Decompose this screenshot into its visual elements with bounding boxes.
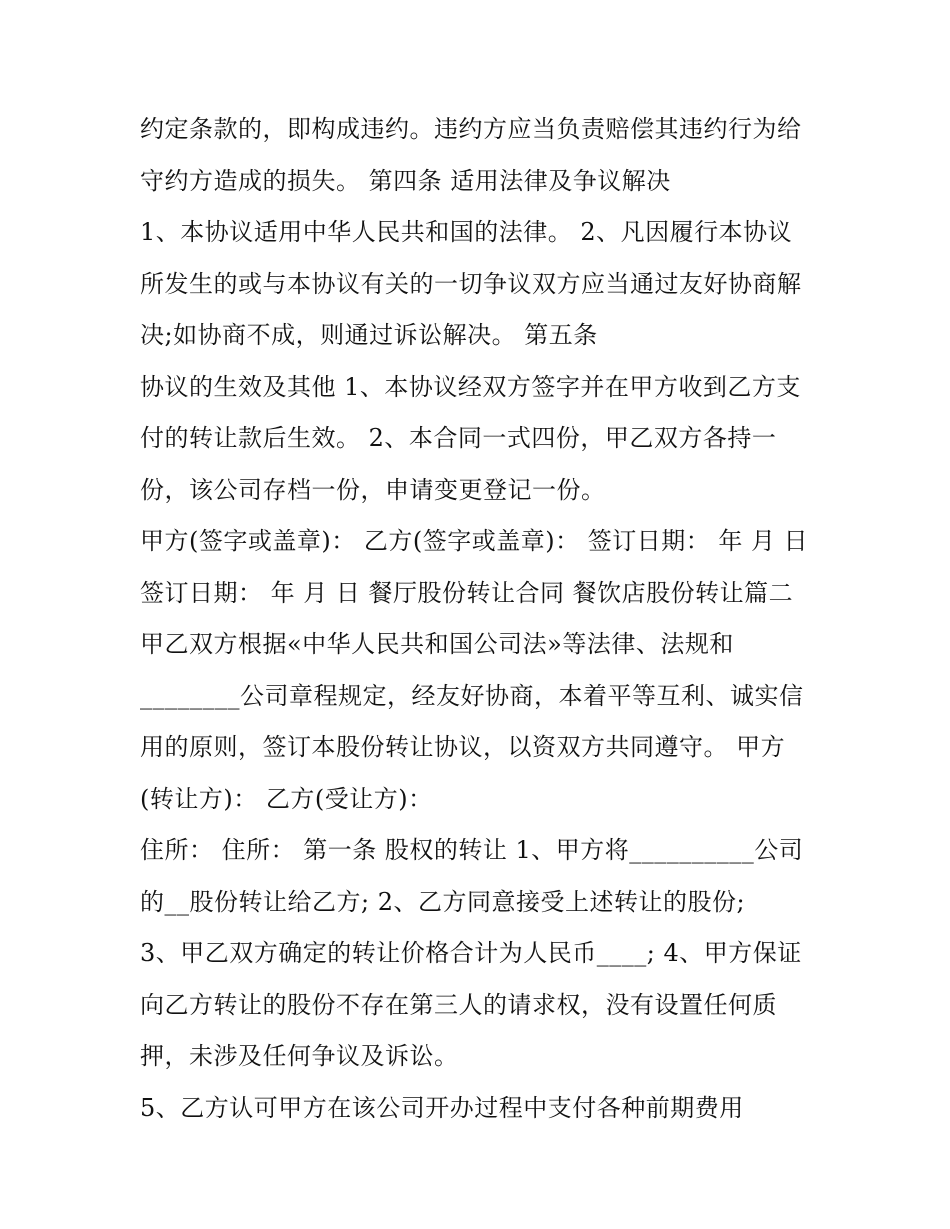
- text-line: 的__股份转让给乙方; 2、乙方同意接受上述转让的股份;: [140, 887, 746, 916]
- text-line: (转让方)： 乙方(受让方)：: [140, 784, 433, 813]
- text-line: 甲方(签字或盖章)： 乙方(签字或盖章)： 签订日期： 年 月 日: [140, 527, 809, 555]
- text-line: 守约方造成的损失。 第四条 适用法律及争议解决: [140, 166, 671, 195]
- contract-text: [140, 104, 830, 1134]
- text-line: 付的转让款后生效。 2、本合同一式四份，甲乙双方各持一: [140, 424, 777, 452]
- text-line: 3、甲乙双方确定的转让价格合计为人民币____; 4、甲方保证: [140, 939, 802, 967]
- text-line: 5、乙方认可甲方在该公司开办过程中支付各种前期费用: [140, 1093, 744, 1122]
- text-line: 份，该公司存档一份，申请变更登记一份。: [140, 475, 606, 504]
- text-line: 甲乙双方根据«中华人民共和国公司法»等法律、法规和: [140, 630, 734, 658]
- text-line: 签订日期： 年 月 日 餐厅股份转让合同 餐饮店股份转让篇二: [140, 578, 794, 607]
- text-line: 1、本协议适用中华人民共和国的法律。 2、凡因履行本协议: [140, 218, 793, 246]
- text-line: 用的原则，签订本股份转让协议，以资双方共同遵守。 甲方: [140, 733, 786, 761]
- text-line: 住所： 住所： 第一条 股权的转让 1、甲方将__________公司: [140, 836, 804, 864]
- text-line: 约定条款的，即构成违约。违约方应当负责赔偿其违约行为给: [140, 115, 802, 143]
- text-line: 押，未涉及任何争议及诉讼。: [140, 1042, 459, 1070]
- text-line: ________公司章程规定，经友好协商，本着平等互利、诚实信: [140, 681, 804, 710]
- text-line: 协议的生效及其他 1、本协议经双方签字并在甲方收到乙方支: [140, 372, 801, 401]
- text-line: 决;如协商不成，则通过诉讼解决。 第五条: [140, 321, 598, 349]
- text-line: 所发生的或与本协议有关的一切争议双方应当通过友好协商解: [140, 269, 802, 298]
- text-line: 向乙方转让的股份不存在第三人的请求权，没有设置任何质: [140, 990, 777, 1019]
